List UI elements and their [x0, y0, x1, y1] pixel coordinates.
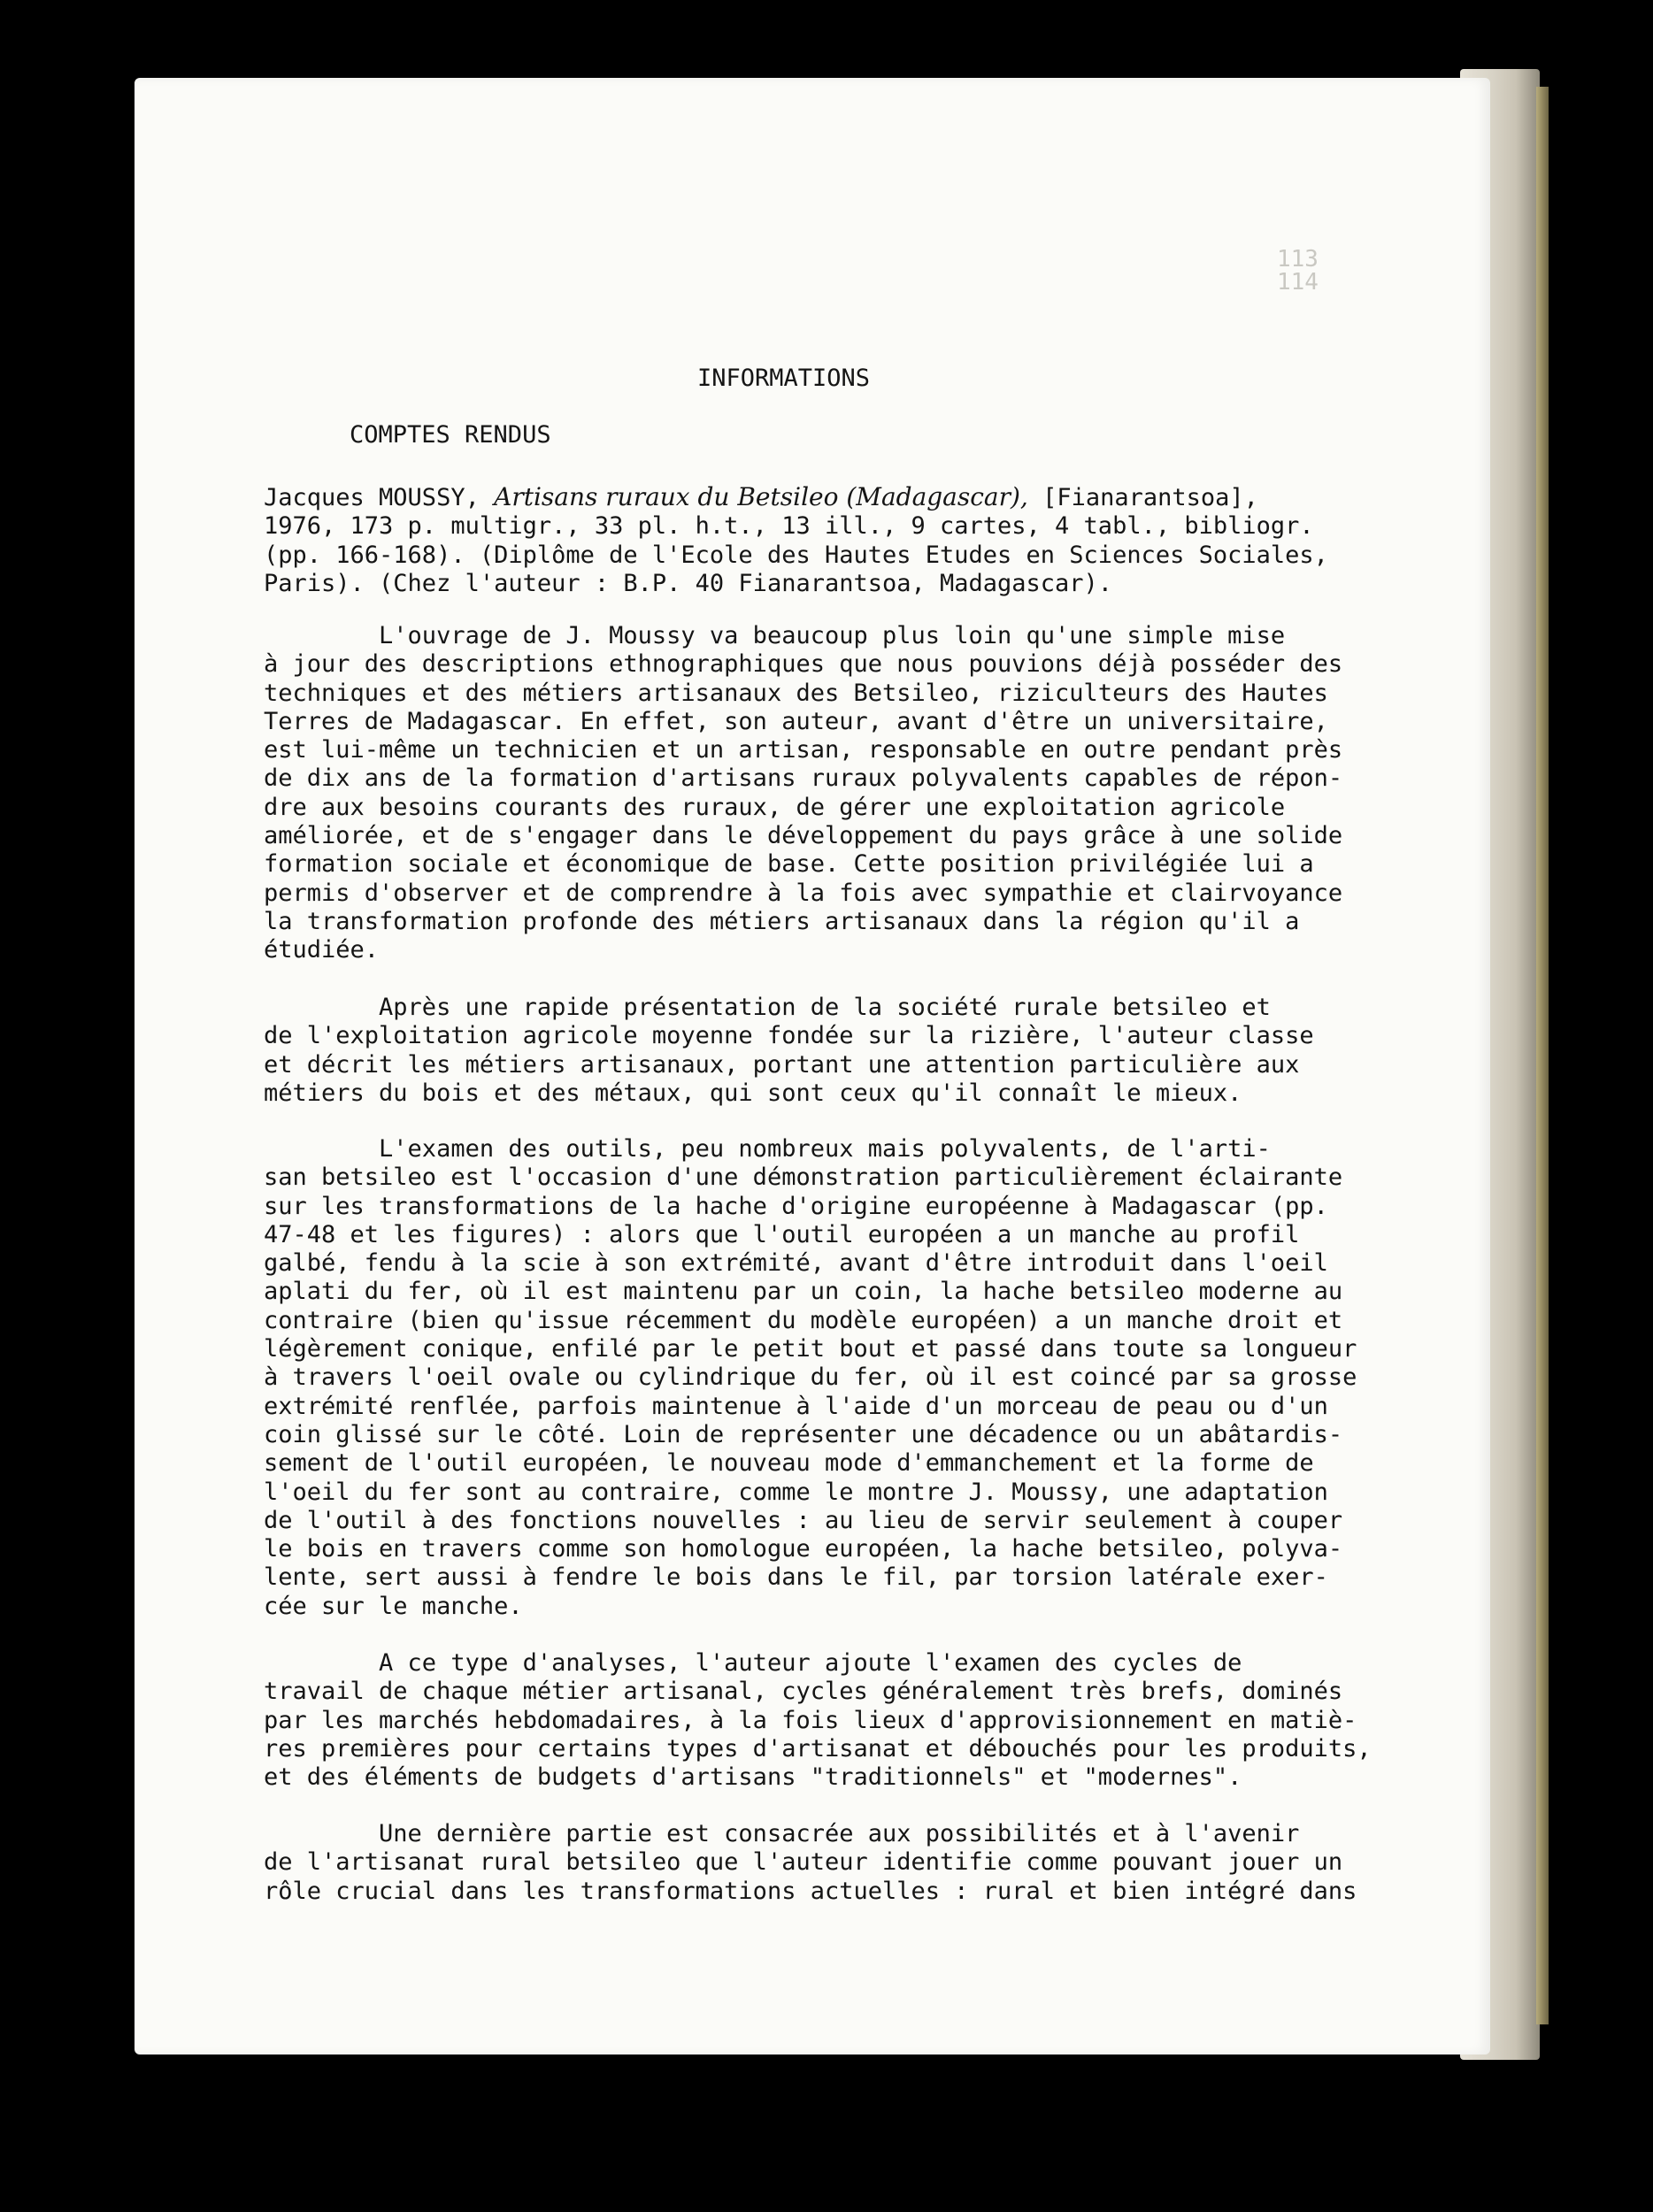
reference-author: Jacques MOUSSY,: [264, 484, 495, 511]
section-heading: INFORMATIONS: [697, 365, 871, 392]
bibliographic-reference: [264, 483, 1328, 598]
reference-details: 1976, 173 p. multigr., 33 pl. h.t., 13 ill., 9 cartes, 4 tabl., bibliogr.: [264, 512, 1314, 541]
subsection-heading: COMPTES RENDUS: [350, 421, 551, 449]
paragraph-future: Une dernière partie est consacrée aux possibilités et à l'avenir de l'artisanat rural betsileo que l'auteur identifie comme pouvant jouer un rôle crucial dans les transformations actuelles : rural et bien intégré dans: [264, 1820, 1357, 1905]
page-number: 113 114: [1277, 246, 1319, 296]
reference-address: Paris). (Chez l'auteur : B.P. 40 Fianarantsoa, Madagascar).: [264, 569, 1113, 597]
paragraph-work-cycles: A ce type d'analyses, l'auteur ajoute l'examen des cycles de travail de chaque métier artisanal, cycles généralement très brefs, dominés par les marchés hebdomadaires, à la fois lieux d'approvisionnement en matiè- res premières pour certains types d'artisanat et débouchés pour les produits, et des éléments de budgets d'artisans "traditionnels" et "modernes".: [264, 1649, 1372, 1792]
paragraph-presentation: Après une rapide présentation de la société rurale betsileo et de l'exploitation agricole moyenne fondée sur la rizière, l'auteur classe et décrit les métiers artisanaux, portant une attention particulière aux métiers du bois et des métaux, qui sont ceux qu'il connaît le mieux.: [264, 994, 1314, 1107]
reference-title: Artisans ruraux du Betsileo (Madagascar),: [494, 482, 1028, 511]
paragraph-tools: L'examen des outils, peu nombreux mais polyvalents, de l'arti- san betsileo est l'occasion d'une démonstration particulièrement éclairante sur les transformations de la hache d'origine européenne à Madagascar (pp. 47-48 et les figures) : alors que l'outil européen a un manche au profil galbé, fendu à la scie à son extrémité, avant d'être introduit dans l'oeil aplati du fer, où il est maintenu par un coin, la hache betsileo moderne au contraire (bien qu'issue récemment du modèle européen) a un manche droit et légèrement conique, enfilé par le petit bout et passé dans toute sa longueur à travers l'oeil ovale ou cylindrique du fer, où il est coincé par sa grosse extrémité renflée, parfois maintenue à l'aide d'un morceau de peau ou d'un coin glissé sur le côté. Loin de représenter une décadence ou un abâtardis- sement de l'outil européen, le nouveau mode d'emmanchement et la forme de l'oeil du fer sont au contraire, comme le montre J. Moussy, une adaptation de l'outil à des fonctions nouvelles : au lieu de servir seulement à couper le bois en travers comme son homologue européen, la hache betsileo, polyva- lente, sert aussi à fendre le bois dans le fil, par torsion latérale exer- cée sur le manche.: [264, 1135, 1357, 1620]
reference-place: [Fianarantsoa],: [1027, 484, 1258, 511]
reference-pages: (pp. 166-168). (Diplôme de l'Ecole des Hautes Etudes en Sciences Sociales,: [264, 541, 1328, 569]
paragraph-introduction: L'ouvrage de J. Moussy va beaucoup plus loin qu'une simple mise à jour des descriptions ethnographiques que nous pouvions déjà posséder des techniques et des métiers artisanaux des Betsileo, riziculteurs des Hautes Terres de Madagascar. En effet, son auteur, avant d'être un universitaire, est lui-même un technicien et un artisan, responsable en outre pendant près de dix ans de la formation d'artisans ruraux polyvalents capables de répon- dre aux besoins courants des ruraux, de gérer une exploitation agricole améliorée, et de s'engager dans le développement du pays grâce à une solide formation sociale et économique de base. Cette position privilégiée lui a permis d'observer et de comprendre à la fois avec sympathie et clairvoyance la transformation profonde des métiers artisanaux dans la région qu'il a étudiée.: [264, 622, 1343, 964]
